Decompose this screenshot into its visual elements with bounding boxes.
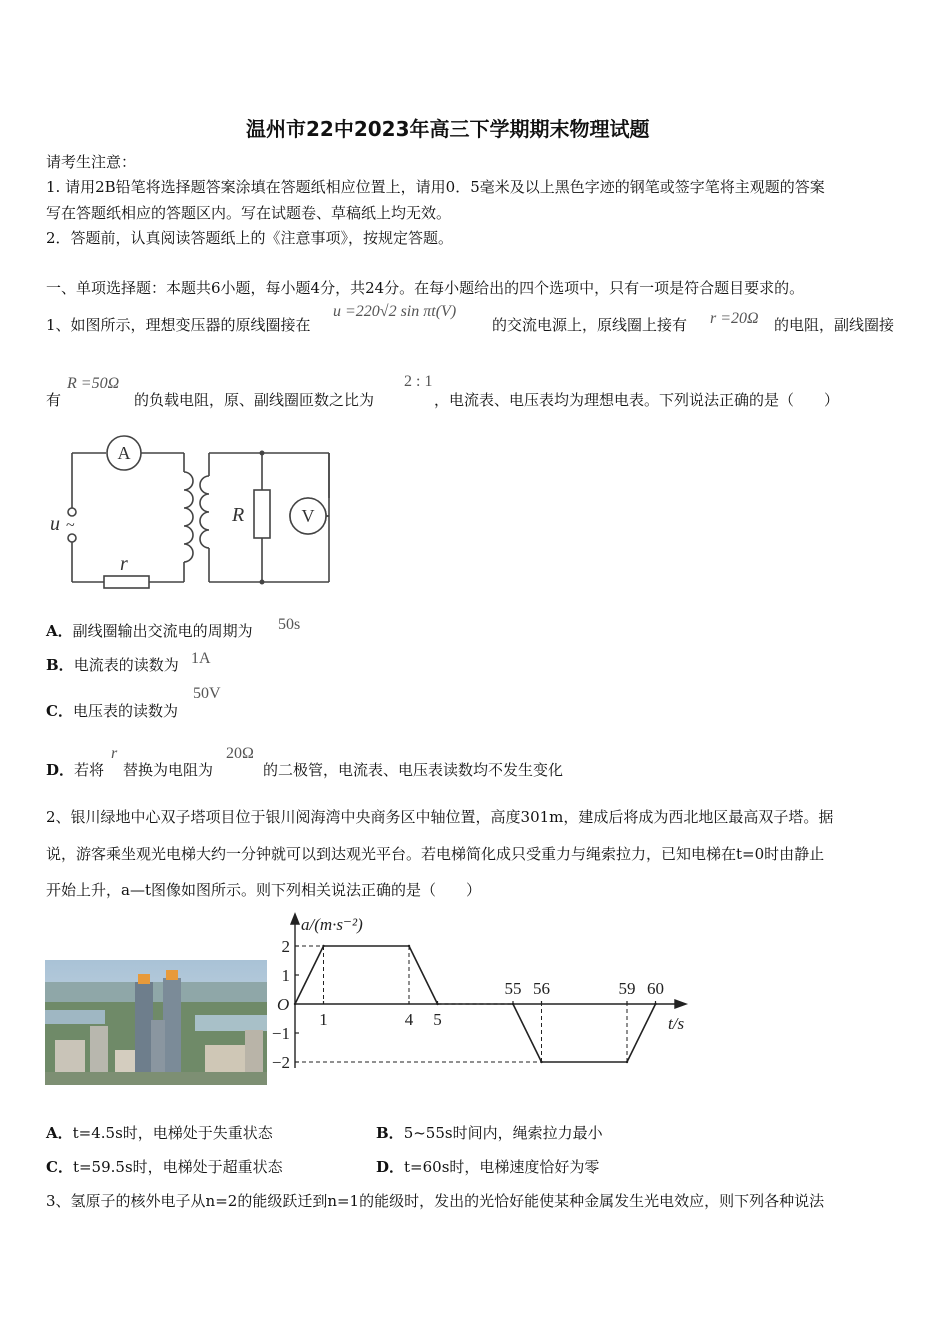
option-letter: A． [46,622,73,640]
series-segment [513,1004,542,1062]
x-tick-label: 4 [404,1010,414,1029]
source-label: u [50,513,60,535]
x-tick-label: 59 [618,979,636,998]
option-letter: D． [46,761,75,779]
x-tick-label: 1 [319,1010,328,1029]
q2-text-2: 说，游客乘坐观光电梯大约一分钟就可以到达观光平台。若电梯简化成只受重力与绳索拉力，已知电梯在t=0时由静止 [46,845,825,863]
q2-option-b[interactable] [376,1122,603,1143]
q2-option-c[interactable] [46,1156,283,1177]
series-segment [627,1004,656,1062]
origin-label: O [277,995,290,1014]
option-letter: D． [376,1158,405,1176]
option-letter: C． [46,1158,73,1176]
resistor-R-label: R [232,504,245,526]
q1-text-4: 有 [46,391,62,409]
option-text: t=59.5s时，电梯处于超重状态 [72,1158,283,1176]
q2-option-a[interactable] [46,1122,273,1143]
option-text: t=4.5s时，电梯处于失重状态 [72,1124,273,1142]
q2-text-3: 开始上升，a—t图像如图所示。则下列相关说法正确的是（ ） [46,881,481,899]
transformer-circuit-diagram [44,432,344,590]
x-tick-label: 5 [433,1010,442,1029]
resistor-r-label: r [120,553,128,575]
page-title: 温州市22中2023年高三下学期期末物理试题 [246,117,650,141]
voltmeter-label: V [301,506,315,526]
x-axis-arrow [675,1000,686,1008]
series-segment [409,946,438,1004]
option-letter: B． [376,1124,404,1142]
source-tilde: ~ [66,517,75,534]
notice-line-1b: 写在答题纸相应的答题区内。写在试题卷、草稿纸上均无效。 [46,204,452,222]
acceleration-time-chart [270,908,700,1083]
y-tick-label: 1 [281,966,290,985]
option-letter: A． [46,1124,73,1142]
option-text: t=60s时，电梯速度恰好为零 [404,1158,600,1176]
option-letter: C． [46,702,73,720]
resistor-R [254,490,270,538]
twin-towers-photo [45,960,267,1085]
q1-option-d-value: 20Ω [226,745,254,762]
y-tick-label: −2 [271,1053,290,1072]
option-letter: B． [46,656,74,674]
data-point [294,1003,296,1005]
q1-ratio: 2 : 1 [404,373,433,390]
q1-option-d[interactable] [46,759,104,780]
y-tick-label: −1 [271,1024,290,1043]
option-text: 电压表的读数为 [72,702,178,720]
y-axis-arrow [291,914,299,924]
q1-formula-R: R =50Ω [67,375,120,392]
q1-option-d-text-b: 替换为电阻为 [123,761,214,779]
q2-text-1: 2、银川绿地中心双子塔项目位于银川阅海湾中央商务区中轴位置，高度301m，建成后将成为西北地区最高双子塔。据 [46,808,834,826]
option-text: 副线圈输出交流电的周期为 [72,622,253,640]
section-heading: 一、单项选择题：本题共6小题，每小题4分，共24分。在每小题给出的四个选项中，只有一项是符合题目要求的。 [46,279,805,297]
q1-option-c-value: 50V [193,685,221,702]
notice-heading: 请考生注意： [46,153,137,171]
x-tick-label: 55 [504,979,522,998]
q1-option-d-r: r [111,745,118,762]
q1-text-5: 的负载电阻，原、副线圈匝数之比为 [134,391,375,409]
q1-formula-u: u =220√2 sin πt(V) [333,303,457,320]
y-axis-label: a/(m·s⁻²) [301,915,363,934]
q1-text-6: ，电流表、电压表均为理想电表。下列说法正确的是（ ） [434,391,840,409]
q2-option-d[interactable] [376,1156,599,1177]
x-tick-label: 60 [647,979,664,998]
x-axis-label: t/s [668,1014,685,1033]
series-segment [295,946,324,1004]
q1-option-c[interactable] [46,700,178,721]
option-text: 5~55s时间内，绳索拉力最小 [403,1124,603,1142]
resistor-r [104,576,149,588]
notice-line-2: 2．答题前，认真阅读答题纸上的《注意事项》，按规定答题。 [46,229,454,247]
q1-option-a[interactable] [46,620,253,641]
q1-option-d-text-c: 的二极管，电流表、电压表读数均不发生变化 [263,761,564,779]
q1-text-2: 的交流电源上，原线圈上接有 [492,316,688,334]
q3-text-1: 3、氢原子的核外电子从n=2的能级跃迁到n=1的能级时，发出的光恰好能使某种金属发生光电效应，则下列各种说法 [46,1192,825,1210]
option-text: 若将 [74,761,105,779]
x-tick-label: 56 [533,979,550,998]
ammeter-label: A [117,443,131,463]
q1-text-1: 1、如图所示，理想变压器的原线圈接在 [46,316,311,334]
q1-option-b-value: 1A [191,650,211,667]
q1-formula-r: r =20Ω [710,310,759,327]
q1-option-a-value: 50s [278,616,301,633]
q1-option-b[interactable] [46,654,179,675]
notice-line-1a: 1. 请用2B铅笔将选择题答案涂填在答题纸相应位置上，请用0．5毫米及以上黑色字迹的钢笔或签字笔将主观题的答案 [46,178,825,196]
q1-text-3: 的电阻，副线圈接 [774,316,895,334]
y-tick-label: 2 [281,937,290,956]
option-text: 电流表的读数为 [73,656,179,674]
